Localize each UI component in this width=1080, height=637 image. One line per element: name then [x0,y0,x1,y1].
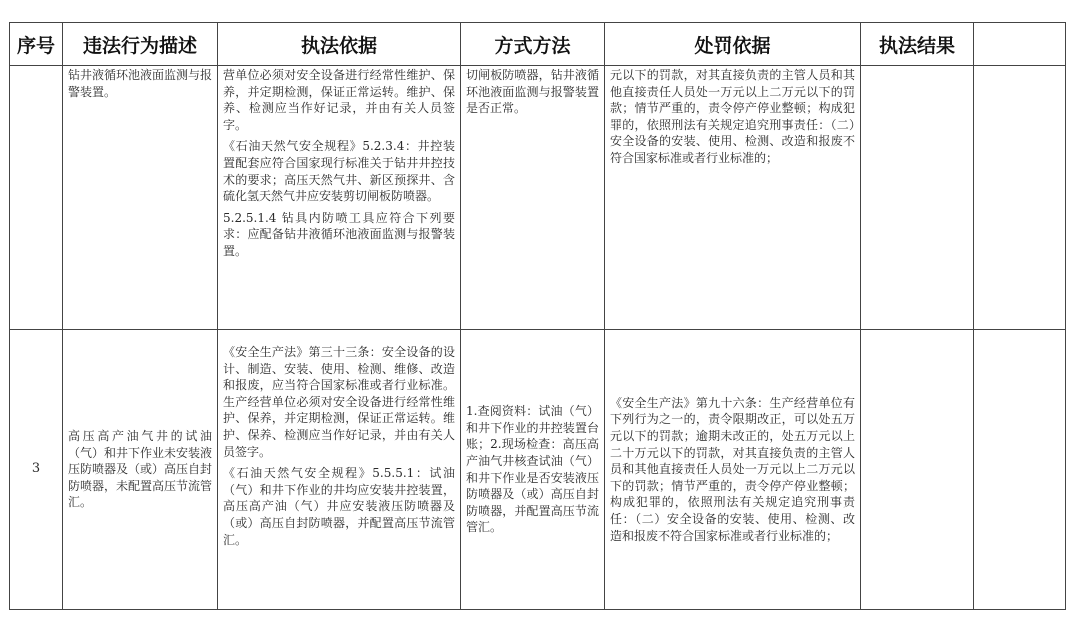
description-text: 高压高产油气井的试油（气）和井下作业未安装液压防喷器及（或）高压自封防喷器，未配置高压节流管汇。 [68,429,213,510]
seq-cell [10,66,63,330]
extra-text [974,66,1065,68]
method-cell [461,330,605,610]
penalty-text: 元以下的罚款，对其直接负责的主管人员和其他直接责任人员处一万元以上二万元以下的罚款；情节严重的，责令停产停业整顿；构成犯罪的，依照刑法有关规定追究刑事责任：（二）安全设备的安装、使用、检测、改造和报废不符合国家标准或者行业标准的； [610,68,855,165]
method-cell [461,66,605,330]
seq-cell [10,330,63,610]
result-cell [861,330,974,610]
description-cell [63,66,218,330]
basis-cell [218,66,461,330]
description-cell [63,330,218,610]
method-text: 切闸板防喷器，钻井液循环池液面监测与报警装置是否正常。 [466,68,599,116]
method-text: 1.查阅资料：试油（气）和井下作业的井控装置台账；2.现场检查：高压高产油气井核查试油（气）和井下作业是否安装液压防喷器及（或）高压自封防喷器，并配置高压节流管汇。 [466,404,599,535]
header-description: 违法行为描述 [63,23,218,66]
basis-cell [218,330,461,610]
basis-paragraph: 《安全生产法》第三十三条：安全设备的设计、制造、安装、使用、检测、维修、改造和报废，应当符合国家标准或者行业标准。生产经营单位必须对安全设备进行经常性维护、保养，并定期检测，保证正常运转。维护、保养、检测应当作好记录，并由有关人员签字。 [223,345,455,459]
header-row [10,23,1066,66]
result-text [861,330,973,332]
basis-paragraph: 《石油天然气安全规程》5.2.3.4：井控装置配套应符合国家现行标准关于钻井井控技术的要求；高压天然气井、新区预探井、含硫化氢天然气井应安装剪切闸板防喷器。 [223,139,455,204]
basis-paragraph: 《石油天然气安全规程》5.5.5.1：试油（气）和井下作业的井均应安装井控装置，高压高产油（气）井应安装液压防喷器及（或）高压自封防喷器，并配置高压节流管汇。 [223,466,455,547]
header-extra [974,23,1066,66]
extra-text [974,330,1065,332]
enforcement-table [9,22,1066,610]
result-text [861,66,973,68]
table-row [10,330,1066,610]
header-penalty: 处罚依据 [605,23,861,66]
penalty-text: 《安全生产法》第九十六条：生产经营单位有下列行为之一的，责令限期改正，可以处五万元以下的罚款；逾期未改正的，处五万元以上二十万元以下的罚款，对其直接负责的主管人员和其他直接责任人员处一万元以上二万元以下的罚款；情节严重的，责令停产停业整顿；构成犯罪的，依照刑法有关规定追究刑事责任：（二）安全设备的安装、使用、检测、改造和报废不符合国家标准或者行业标准的； [610,395,855,543]
header-result: 执法结果 [861,23,974,66]
basis-paragraph: 5.2.5.1.4 钻具内防喷工具应符合下列要求：应配备钻井液循环池液面监测与报警装置。 [223,210,455,258]
basis-paragraph: 营单位必须对安全设备进行经常性维护、保养，并定期检测，保证正常运转。维护、保养、检测应当作好记录，并由有关人员签字。 [223,68,455,132]
header-method: 方式方法 [461,23,605,66]
extra-cell [974,330,1066,610]
header-seq: 序号 [10,23,63,66]
description-text: 钻井液循环池液面监测与报警装置。 [68,68,213,99]
extra-cell [974,66,1066,330]
seq-number [10,197,62,199]
penalty-cell [605,330,861,610]
table-row [10,66,1066,330]
penalty-cell [605,66,861,330]
result-cell [861,66,974,330]
seq-number: 3 [31,461,41,477]
header-basis: 执法依据 [218,23,461,66]
